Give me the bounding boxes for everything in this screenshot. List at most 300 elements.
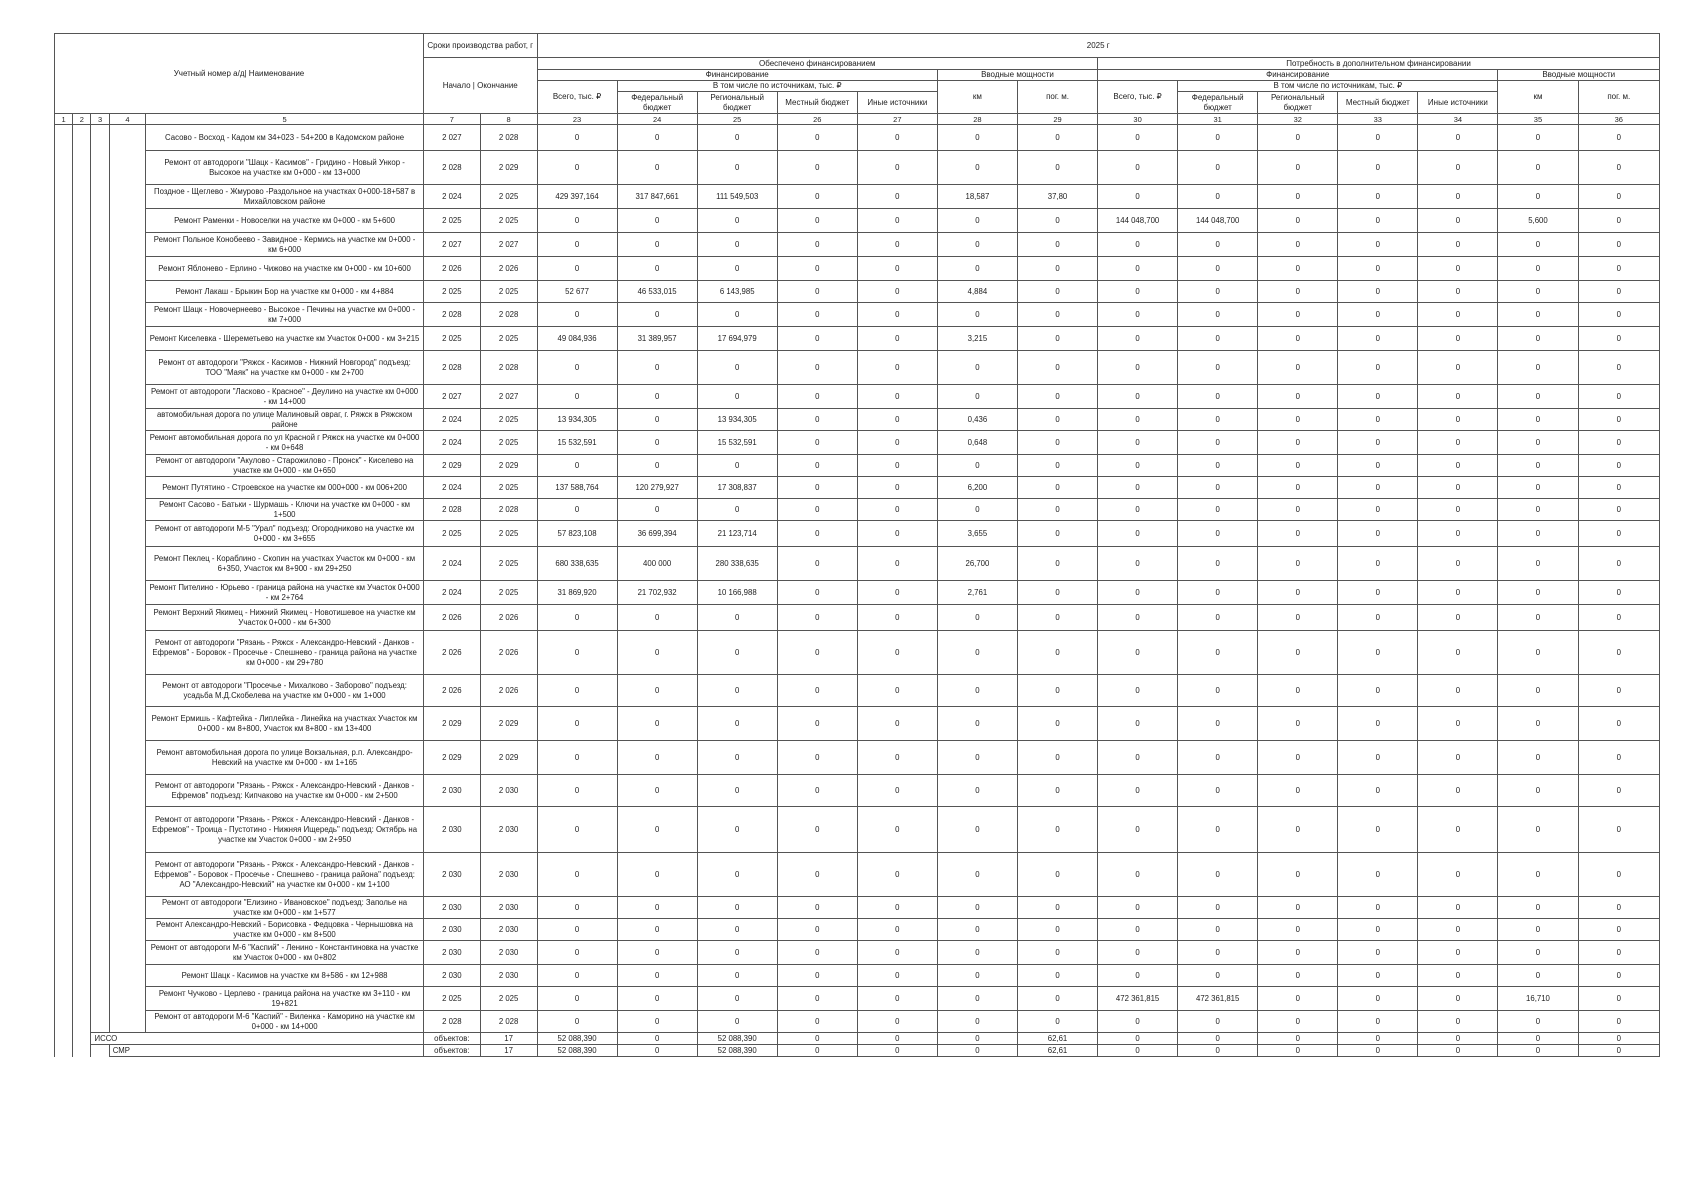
blank-cell: [73, 257, 91, 281]
value-cell: 0: [1017, 547, 1097, 581]
value-cell: 0: [1258, 455, 1338, 477]
blank-cell: [55, 125, 73, 151]
value-cell: 0: [1098, 385, 1178, 409]
end-year: 2 025: [480, 409, 537, 431]
value-cell: 0: [777, 477, 857, 499]
end-year: 2 025: [480, 521, 537, 547]
value-cell: 0: [857, 385, 937, 409]
road-name: Ремонт от автодороги "Елизино - Ивановское" подъезд: Заполье на участке км 0+000 - км 1+577: [146, 897, 424, 919]
blank-cell: [73, 605, 91, 631]
value-cell: 0: [1578, 741, 1659, 775]
value-cell: 0: [1258, 941, 1338, 965]
start-year: 2 030: [423, 897, 480, 919]
table-row: [55, 1011, 1660, 1033]
blank-cell: [73, 125, 91, 151]
end-year: 2 028: [480, 1011, 537, 1033]
blank-cell: [73, 1011, 91, 1033]
value-cell: 0: [937, 455, 1017, 477]
value-cell: 0: [1098, 477, 1178, 499]
value-cell: 0: [1498, 675, 1578, 707]
start-year: 2 029: [423, 707, 480, 741]
value-cell: 0: [1098, 185, 1178, 209]
value-cell: 0: [857, 707, 937, 741]
needed-other-header: Иные источники: [1418, 92, 1498, 114]
value-cell: 0: [777, 941, 857, 965]
value-cell: 0: [1258, 853, 1338, 897]
value-cell: 0: [1258, 605, 1338, 631]
value-cell: 0: [537, 605, 617, 631]
start-year: 2 028: [423, 499, 480, 521]
value-cell: 0: [697, 707, 777, 741]
blank-cell: [73, 987, 91, 1011]
value-cell: 0: [1418, 521, 1498, 547]
blank-cell: [55, 409, 73, 431]
table-header: [55, 34, 1660, 125]
value-cell: 0: [1578, 257, 1659, 281]
value-cell: 0: [857, 499, 937, 521]
value-cell: 0: [1258, 125, 1338, 151]
value-cell: 0: [1017, 385, 1097, 409]
value-cell: 0: [1098, 965, 1178, 987]
value-cell: 0: [857, 521, 937, 547]
value-cell: 0: [1017, 477, 1097, 499]
blank-cell: [55, 1033, 73, 1045]
total-value-cell: 0: [1498, 1033, 1578, 1045]
value-cell: 0: [937, 965, 1017, 987]
value-cell: 0: [617, 707, 697, 741]
blank-cell: [91, 351, 109, 385]
value-cell: 0: [1578, 409, 1659, 431]
blank-cell: [91, 1045, 109, 1057]
value-cell: 0: [1017, 125, 1097, 151]
value-cell: 0: [697, 455, 777, 477]
table-row: [55, 209, 1660, 233]
value-cell: 0: [777, 547, 857, 581]
value-cell: 0: [697, 385, 777, 409]
value-cell: 0: [1098, 675, 1178, 707]
column-number: 25: [697, 114, 777, 125]
value-cell: 0: [1098, 1011, 1178, 1033]
value-cell: 0: [697, 675, 777, 707]
value-cell: 0: [617, 741, 697, 775]
total-value-cell: 0: [1418, 1033, 1498, 1045]
value-cell: 0: [697, 987, 777, 1011]
road-name: автомобильная дорога по улице Малиновый овраг, г. Ряжск в Ряжском районе: [146, 409, 424, 431]
value-cell: 0: [1418, 853, 1498, 897]
end-year: 2 028: [480, 303, 537, 327]
value-cell: 0: [1017, 151, 1097, 185]
blank-cell: [109, 185, 145, 209]
value-cell: 0: [1098, 521, 1178, 547]
provided-total-header: Всего, тыс. ₽: [537, 81, 617, 114]
blank-cell: [73, 941, 91, 965]
blank-cell: [91, 209, 109, 233]
value-cell: 0: [1178, 707, 1258, 741]
table-row: [55, 853, 1660, 897]
value-cell: 17 308,837: [697, 477, 777, 499]
blank-cell: [109, 1011, 145, 1033]
blank-cell: [55, 233, 73, 257]
value-cell: 0: [1178, 385, 1258, 409]
value-cell: 0: [1338, 547, 1418, 581]
value-cell: 0: [937, 941, 1017, 965]
value-cell: 0: [1098, 775, 1178, 807]
road-name: Ремонт Яблонево - Ерлино - Чижово на участке км 0+000 - км 10+600: [146, 257, 424, 281]
value-cell: 0: [1258, 151, 1338, 185]
start-year: 2 026: [423, 605, 480, 631]
value-cell: 0: [1338, 281, 1418, 303]
blank-cell: [109, 605, 145, 631]
value-cell: 0: [1017, 351, 1097, 385]
value-cell: 0: [1418, 775, 1498, 807]
value-cell: 0: [1258, 581, 1338, 605]
value-cell: 0: [1258, 185, 1338, 209]
value-cell: 0: [1418, 1011, 1498, 1033]
road-repair-financing-table: [54, 33, 1660, 1057]
blank-cell: [109, 209, 145, 233]
value-cell: 0: [937, 853, 1017, 897]
value-cell: 0: [1098, 409, 1178, 431]
value-cell: 0: [1017, 631, 1097, 675]
value-cell: 21 123,714: [697, 521, 777, 547]
value-cell: 0: [1418, 675, 1498, 707]
road-name: Сасово - Восход - Кадом км 34+023 - 54+200 в Кадомском районе: [146, 125, 424, 151]
value-cell: 0: [1098, 125, 1178, 151]
value-cell: 0: [1418, 807, 1498, 853]
blank-cell: [109, 233, 145, 257]
value-cell: 0: [1338, 1011, 1418, 1033]
value-cell: 0: [777, 351, 857, 385]
value-cell: 0: [937, 1011, 1017, 1033]
value-cell: 0: [1338, 351, 1418, 385]
blank-cell: [91, 257, 109, 281]
road-name: Ремонт Лакаш - Брыкин Бор на участке км 0+000 - км 4+884: [146, 281, 424, 303]
value-cell: 0: [617, 807, 697, 853]
value-cell: 0: [1498, 1011, 1578, 1033]
value-cell: 0: [857, 233, 937, 257]
blank-cell: [109, 941, 145, 965]
value-cell: 0: [1338, 409, 1418, 431]
table-row: [55, 605, 1660, 631]
end-year: 2 025: [480, 327, 537, 351]
value-cell: 0: [617, 919, 697, 941]
provided-header: Обеспечено финансированием: [537, 58, 1098, 70]
value-cell: 0: [697, 257, 777, 281]
value-cell: 0: [777, 707, 857, 741]
value-cell: 0: [1578, 631, 1659, 675]
value-cell: 0: [1578, 897, 1659, 919]
value-cell: 0: [937, 919, 1017, 941]
start-year: 2 030: [423, 775, 480, 807]
blank-cell: [73, 455, 91, 477]
value-cell: 0: [1418, 431, 1498, 455]
value-cell: 0: [1338, 897, 1418, 919]
value-cell: 0: [857, 409, 937, 431]
column-number: 26: [777, 114, 857, 125]
blank-cell: [109, 675, 145, 707]
value-cell: 0: [1178, 581, 1258, 605]
blank-cell: [55, 499, 73, 521]
blank-cell: [91, 281, 109, 303]
value-cell: 0: [1178, 499, 1258, 521]
value-cell: 0: [1178, 775, 1258, 807]
value-cell: 0: [1258, 303, 1338, 327]
value-cell: 0: [777, 775, 857, 807]
provided-local-header: Местный бюджет: [777, 92, 857, 114]
column-number: 2: [73, 114, 91, 125]
value-cell: 0: [697, 499, 777, 521]
end-year: 2 030: [480, 775, 537, 807]
value-cell: 0: [857, 351, 937, 385]
value-cell: 0: [617, 209, 697, 233]
value-cell: 46 533,015: [617, 281, 697, 303]
blank-cell: [109, 919, 145, 941]
value-cell: 0: [537, 233, 617, 257]
value-cell: 0: [1498, 151, 1578, 185]
blank-cell: [109, 455, 145, 477]
start-year: 2 030: [423, 807, 480, 853]
value-cell: 0: [1498, 125, 1578, 151]
value-cell: 0: [1338, 431, 1418, 455]
column-number: 7: [423, 114, 480, 125]
value-cell: 0: [937, 257, 1017, 281]
blank-cell: [73, 775, 91, 807]
value-cell: 0: [1258, 547, 1338, 581]
value-cell: 0: [697, 151, 777, 185]
value-cell: 0: [537, 807, 617, 853]
blank-cell: [73, 965, 91, 987]
value-cell: 0: [537, 987, 617, 1011]
blank-cell: [91, 775, 109, 807]
value-cell: 0: [1498, 257, 1578, 281]
blank-cell: [109, 775, 145, 807]
blank-cell: [73, 919, 91, 941]
value-cell: 0: [777, 897, 857, 919]
blank-cell: [109, 741, 145, 775]
blank-cell: [55, 431, 73, 455]
table-row: [55, 185, 1660, 209]
value-cell: 0: [1098, 151, 1178, 185]
blank-cell: [91, 303, 109, 327]
start-year: 2 025: [423, 521, 480, 547]
blank-cell: [55, 741, 73, 775]
table-row: [55, 431, 1660, 455]
value-cell: 16,710: [1498, 987, 1578, 1011]
blank-cell: [91, 807, 109, 853]
value-cell: 0: [1258, 919, 1338, 941]
value-cell: 0: [1258, 707, 1338, 741]
value-cell: 0: [937, 303, 1017, 327]
value-cell: 0,436: [937, 409, 1017, 431]
value-cell: 0: [1578, 233, 1659, 257]
value-cell: 0: [1258, 807, 1338, 853]
total-value-cell: 0: [1258, 1033, 1338, 1045]
value-cell: 0: [1338, 327, 1418, 351]
total-value-cell: 62,61: [1017, 1045, 1097, 1057]
value-cell: 0: [777, 605, 857, 631]
end-year: 2 030: [480, 807, 537, 853]
value-cell: 0: [937, 775, 1017, 807]
value-cell: 0: [1338, 807, 1418, 853]
table-row: [55, 897, 1660, 919]
end-year: 2 026: [480, 605, 537, 631]
blank-cell: [109, 351, 145, 385]
table-row: [55, 409, 1660, 431]
blank-cell: [73, 631, 91, 675]
table-body: [55, 125, 1660, 1057]
column-number: 24: [617, 114, 697, 125]
provided-other-header: Иные источники: [857, 92, 937, 114]
table-row: [55, 455, 1660, 477]
value-cell: 36 699,394: [617, 521, 697, 547]
value-cell: 0: [1418, 233, 1498, 257]
value-cell: 0: [857, 151, 937, 185]
value-cell: 0: [1098, 807, 1178, 853]
blank-cell: [91, 1011, 109, 1033]
blank-cell: [55, 327, 73, 351]
end-year: 2 027: [480, 385, 537, 409]
value-cell: 0: [1098, 281, 1178, 303]
value-cell: 0: [1498, 707, 1578, 741]
value-cell: 0: [617, 965, 697, 987]
value-cell: 0: [777, 675, 857, 707]
value-cell: 0: [777, 455, 857, 477]
value-cell: 0: [1098, 897, 1178, 919]
needed-regional-header: Региональный бюджет: [1258, 92, 1338, 114]
value-cell: 0: [937, 351, 1017, 385]
value-cell: 0: [777, 257, 857, 281]
totals-row: [55, 1033, 1660, 1045]
value-cell: 0: [1017, 707, 1097, 741]
blank-cell: [73, 303, 91, 327]
road-name: Ремонт Польное Конобеево - Завидное - Кермись на участке км 0+000 - км 6+000: [146, 233, 424, 257]
road-name: Ремонт Путятино - Строевское на участке км 000+000 - км 006+200: [146, 477, 424, 499]
value-cell: 472 361,815: [1098, 987, 1178, 1011]
value-cell: 0: [537, 151, 617, 185]
value-cell: 0: [1578, 707, 1659, 741]
value-cell: 0: [1258, 327, 1338, 351]
road-name: Ремонт Чучково - Церлево - граница района на участке км 3+110 - км 19+821: [146, 987, 424, 1011]
start-year: 2 027: [423, 125, 480, 151]
value-cell: 0: [1338, 987, 1418, 1011]
value-cell: 0: [1498, 327, 1578, 351]
blank-cell: [73, 477, 91, 499]
value-cell: 0: [1498, 631, 1578, 675]
value-cell: 0: [697, 853, 777, 897]
value-cell: 0: [1258, 477, 1338, 499]
blank-cell: [73, 807, 91, 853]
total-value-cell: 0: [857, 1045, 937, 1057]
value-cell: 0: [1578, 581, 1659, 605]
totals-label: СМР: [109, 1045, 423, 1057]
value-cell: 0: [1017, 303, 1097, 327]
value-cell: 0: [1418, 631, 1498, 675]
blank-cell: [55, 631, 73, 675]
blank-cell: [73, 209, 91, 233]
value-cell: 0: [857, 455, 937, 477]
value-cell: 0: [1017, 431, 1097, 455]
total-value-cell: 0: [937, 1045, 1017, 1057]
value-cell: 0: [1418, 151, 1498, 185]
value-cell: 0: [537, 919, 617, 941]
blank-cell: [55, 547, 73, 581]
value-cell: 0: [1418, 409, 1498, 431]
value-cell: 0: [1578, 185, 1659, 209]
value-cell: 0: [1498, 919, 1578, 941]
blank-cell: [73, 151, 91, 185]
value-cell: 0: [857, 919, 937, 941]
value-cell: 0: [1578, 1011, 1659, 1033]
value-cell: 0: [1338, 521, 1418, 547]
blank-cell: [109, 987, 145, 1011]
value-cell: 0: [1098, 581, 1178, 605]
blank-cell: [73, 351, 91, 385]
column-number: 5: [146, 114, 424, 125]
value-cell: 280 338,635: [697, 547, 777, 581]
end-year: 2 030: [480, 853, 537, 897]
blank-cell: [91, 385, 109, 409]
column-number: 27: [857, 114, 937, 125]
value-cell: 0: [1578, 151, 1659, 185]
value-cell: 0: [537, 455, 617, 477]
value-cell: 0: [1178, 257, 1258, 281]
blank-cell: [55, 1011, 73, 1033]
blank-cell: [91, 185, 109, 209]
value-cell: 120 279,927: [617, 477, 697, 499]
start-year: 2 029: [423, 741, 480, 775]
value-cell: 0: [1418, 351, 1498, 385]
value-cell: 0: [537, 675, 617, 707]
column-number: 29: [1017, 114, 1097, 125]
value-cell: 0: [697, 209, 777, 233]
blank-cell: [55, 303, 73, 327]
start-year: 2 024: [423, 477, 480, 499]
blank-cell: [55, 775, 73, 807]
end-year: 2 029: [480, 741, 537, 775]
value-cell: 0: [1338, 303, 1418, 327]
total-value-cell: 0: [937, 1033, 1017, 1045]
value-cell: 0: [537, 775, 617, 807]
value-cell: 0: [857, 631, 937, 675]
terms-header: Сроки производства работ, г: [423, 34, 537, 58]
blank-cell: [55, 351, 73, 385]
blank-cell: [55, 919, 73, 941]
value-cell: 0: [697, 1011, 777, 1033]
value-cell: 0: [777, 853, 857, 897]
value-cell: 0: [1178, 455, 1258, 477]
end-year: 2 025: [480, 581, 537, 605]
value-cell: 0: [697, 965, 777, 987]
value-cell: 0: [1017, 455, 1097, 477]
value-cell: 0: [857, 741, 937, 775]
blank-cell: [91, 631, 109, 675]
value-cell: 0: [1418, 897, 1498, 919]
blank-cell: [91, 151, 109, 185]
blank-cell: [109, 547, 145, 581]
total-value-cell: 0: [777, 1045, 857, 1057]
start-year: 2 024: [423, 185, 480, 209]
total-value-cell: 0: [1098, 1045, 1178, 1057]
value-cell: 0: [1017, 807, 1097, 853]
value-cell: 0: [1098, 631, 1178, 675]
value-cell: 0: [1498, 431, 1578, 455]
value-cell: 0: [1098, 605, 1178, 631]
value-cell: 0: [617, 409, 697, 431]
needed-capacity-header: Вводные мощности: [1498, 70, 1660, 81]
road-name: Ремонт Пителино - Юрьево - граница района на участке км Участок 0+000 - км 2+764: [146, 581, 424, 605]
blank-cell: [55, 477, 73, 499]
blank-cell: [109, 281, 145, 303]
